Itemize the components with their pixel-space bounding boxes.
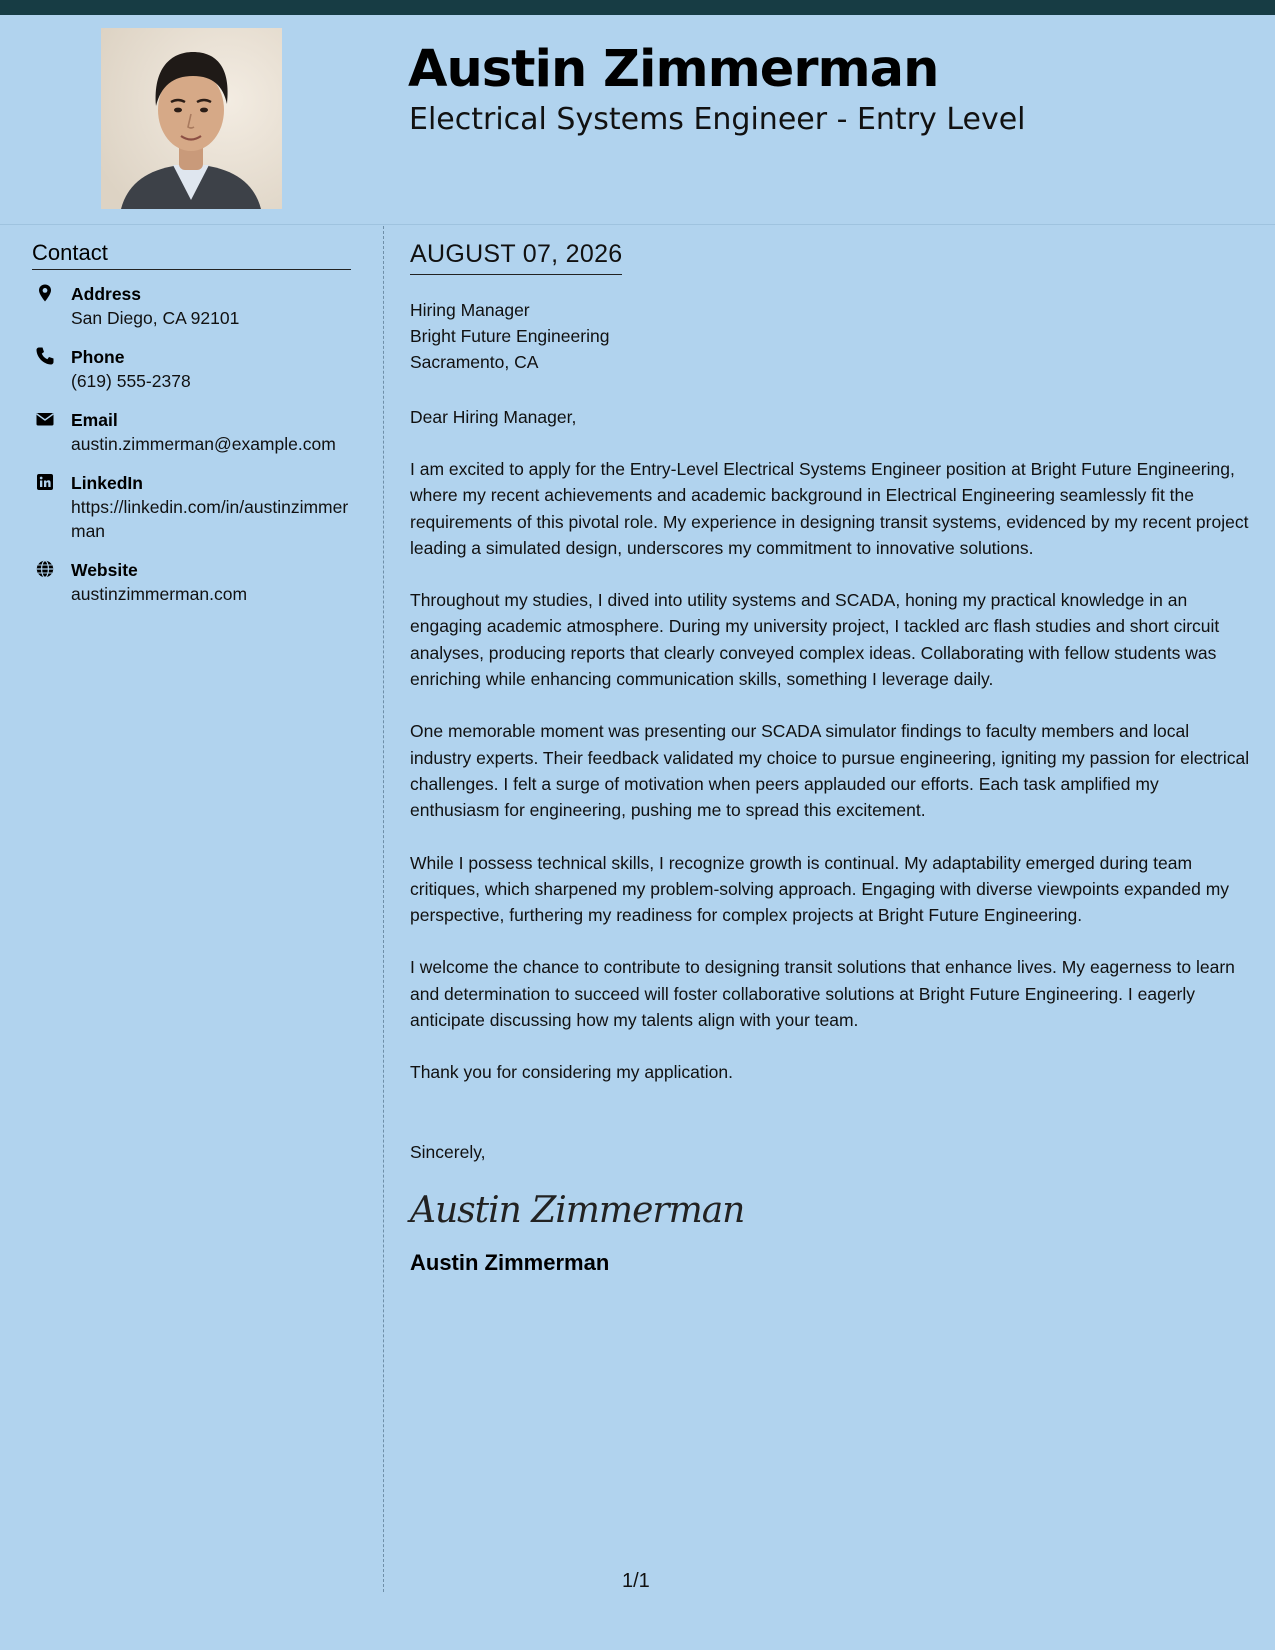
recipient-line: Bright Future Engineering (410, 326, 610, 346)
contact-heading: Contact (32, 240, 351, 270)
contact-label: Website (71, 560, 138, 580)
job-title: Electrical Systems Engineer - Entry Level (409, 102, 1026, 137)
contact-linkedin (32, 471, 351, 543)
contact-phone (32, 345, 351, 393)
contact-label: LinkedIn (71, 473, 143, 493)
phone-icon (35, 346, 55, 366)
handwritten-signature: Austin Zimmerman (410, 1189, 745, 1231)
letter-paragraph: One memorable moment was presenting our SCADA simulator findings to faculty members and local industry experts. Their feedback validated my choice to pursue engineering, igniting my passion for electrical challenges. I felt a surge of motivation when peers applauded our efforts. Each task amplified my enthusiasm for engineering, pushing me to spread this excitement. (410, 721, 1250, 821)
letter-body (410, 240, 1252, 1276)
top-color-band (0, 0, 1275, 15)
letter-paragraph: I am excited to apply for the Entry-Level Electrical Systems Engineer position at Bright Future Engineering, where my recent achievements and academic background in Electrical Engineering seamlessly fit the requirements of this pivotal role. My experience in designing transit systems, evidenced by my recent project leading a simulated design, underscores my commitment to innovative solutions. (410, 459, 1249, 558)
contact-sidebar (32, 240, 351, 621)
contact-label: Phone (71, 347, 125, 367)
linkedin-icon (35, 472, 55, 492)
contact-address (32, 282, 351, 330)
recipient-line: Hiring Manager (410, 300, 530, 320)
column-divider (383, 226, 384, 1592)
contact-value[interactable]: https://linkedin.com/in/austinzimmerman (71, 497, 349, 541)
letter-date: AUGUST 07, 2026 (410, 240, 622, 275)
profile-photo-illustration (101, 28, 282, 209)
envelope-icon (35, 409, 55, 429)
salutation: Dear Hiring Manager, (410, 407, 577, 427)
contact-label: Address (71, 284, 142, 304)
location-pin-icon (35, 283, 55, 303)
letter-paragraph: Throughout my studies, I dived into utility systems and SCADA, honing my practical knowledge in an engaging academic atmosphere. During my university project, I tackled arc flash studies and short circuit analyses, producing reports that clearly conveyed complex ideas. Collaborating with fellow students was enriching while enhancing communication skills, something I leverage daily. (410, 590, 1220, 690)
contact-value: San Diego, CA 92101 (71, 308, 240, 328)
contact-website (32, 558, 351, 606)
signed-name: Austin Zimmerman (410, 1249, 610, 1275)
profile-photo (101, 28, 282, 209)
contact-value: (619) 555-2378 (71, 371, 191, 391)
contact-email (32, 408, 351, 456)
contact-value[interactable]: austinzimmerman.com (71, 584, 248, 604)
globe-icon (35, 559, 55, 579)
candidate-name: Austin Zimmerman (408, 40, 939, 99)
letter-paragraph: Thank you for considering my application. (410, 1062, 733, 1083)
closing: Sincerely, (410, 1141, 486, 1162)
letter-paragraph: I welcome the chance to contribute to designing transit solutions that enhance lives. My eagerness to learn and determination to succeed will foster collaborative solutions at Bright Future Engineering. I eagerly anticipate discussing how my talents align with your team. (410, 957, 1235, 1031)
letter-paragraph: While I possess technical skills, I recognize growth is continual. My adaptability emerged during team critiques, which sharpened my problem-solving approach. Engaging with diverse viewpoints expanded my perspective, furthering my readiness for complex projects at Bright Future Engineering. (410, 852, 1230, 926)
header-divider (0, 224, 1275, 225)
recipient-line: Sacramento, CA (410, 352, 539, 372)
page-number: 1/1 (622, 1570, 650, 1592)
contact-value[interactable]: austin.zimmerman@example.com (71, 434, 336, 454)
contact-label: Email (71, 410, 118, 430)
recipient-block (410, 297, 1252, 375)
